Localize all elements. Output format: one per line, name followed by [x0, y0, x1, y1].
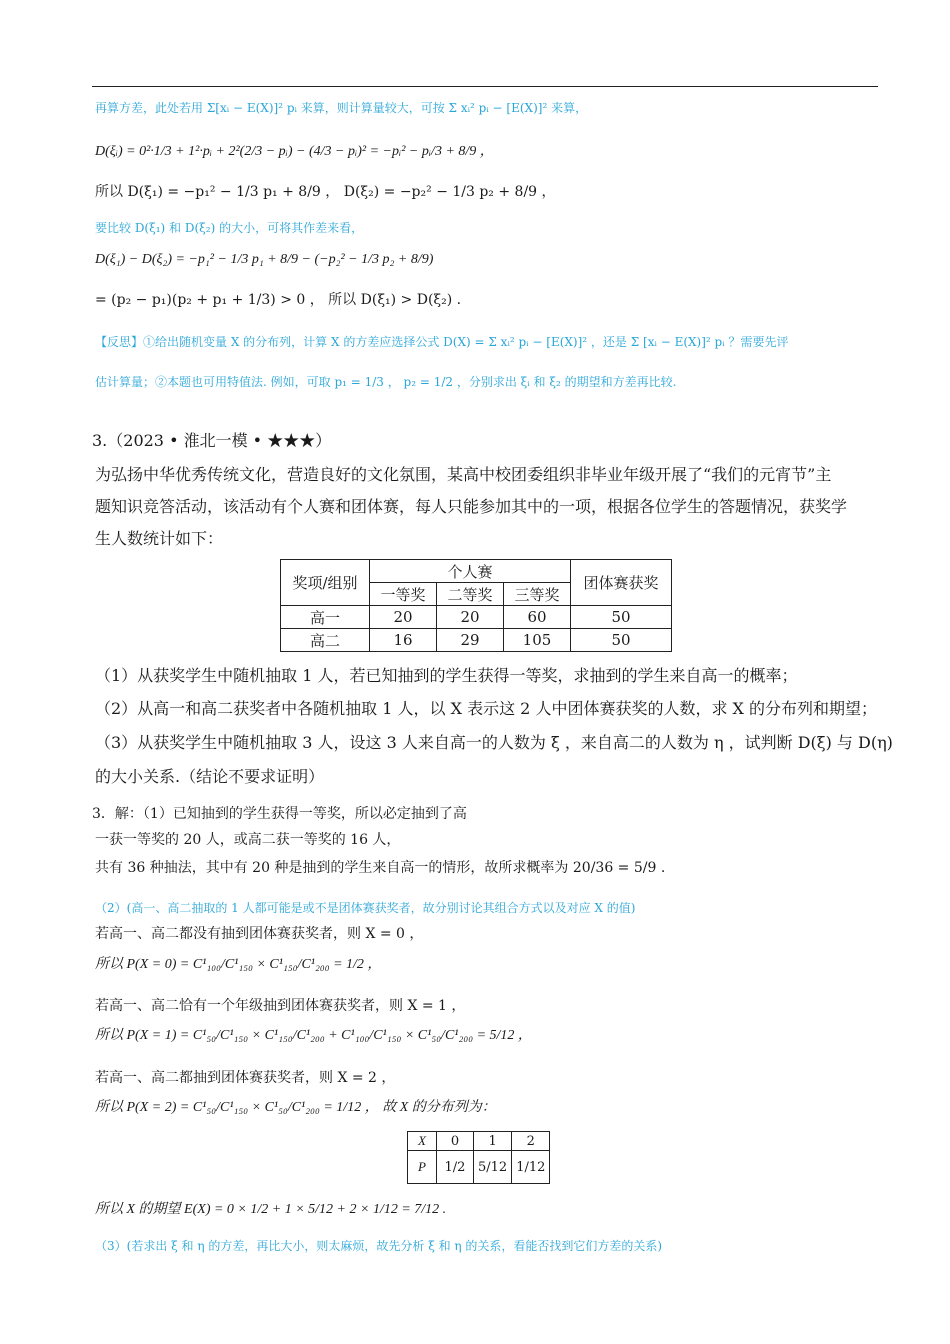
table-row — [281, 606, 672, 629]
solution-line-12 — [95, 1236, 662, 1256]
dist-p-label: P — [408, 1151, 437, 1184]
table-corner: 奖项/组别 — [281, 560, 370, 606]
solution-part3-note: （3）(若求出 ξ 和 η 的方差，再比大小，则太麻烦，故先分析 ξ 和 η 的关系，看能否找到它们方差的关系) — [95, 1239, 663, 1253]
solution-line-10: 所以 P(X = 2) = C¹₅₀/C¹₁₅₀ × C¹₅₀/C¹₂₀₀ = 1/12 ， 故 X 的分布列为： — [95, 1100, 496, 1115]
dist-x-value: 2 — [512, 1132, 550, 1151]
solution-line-8: 所以 P(X = 1) = C¹₅₀/C¹₁₅₀ × C¹₁₅₀/C¹₂₀₀ + C¹₁₀₀/C¹₁₅₀ × C¹₅₀/C¹₂₀₀ = 5/12 ， — [95, 1028, 532, 1043]
dist-x-value: 0 — [437, 1132, 474, 1151]
question-title: 3.（2023 • 淮北一模 • ★★★） — [92, 431, 332, 450]
table-cell: 16 — [370, 629, 437, 652]
reflection-line-2: 估计算量；②本题也可用特值法. 例如，可取 p₁ = 1/3 ， p₂ = 1/2 ，分别求出 ξᵢ 和 ξ₂ 的期望和方差再比较. — [95, 375, 677, 389]
dist-p-value: 1/12 — [512, 1151, 550, 1184]
question-stem-line-1: 为弘扬中华优秀传统文化，营造良好的文化氛围，某高中校团委组织非毕业年级开展了“我们的元宵节”主 — [95, 465, 832, 484]
team-header: 团体赛获奖 — [571, 560, 672, 606]
solution-line-4 — [95, 898, 635, 918]
prev-compare-note: 要比较 D(ξ₁) 和 D(ξ₂) 的大小，可将其作差来看， — [95, 221, 364, 235]
header-rule — [92, 86, 878, 87]
reflection-line-1: 【反思】①给出随机变量 X 的分布列，计算 X 的方差应选择公式 D(X) = Σ xᵢ² pᵢ − [E(X)]² ，还是 Σ [xᵢ − E(X)]² pᵢ ？需要先评 — [95, 335, 789, 349]
solution-line-1: 3．解：（1）已知抽到的学生获得一等奖，所以必定抽到了高 — [92, 806, 467, 822]
table-cell: 20 — [370, 606, 437, 629]
table-cell: 50 — [571, 606, 672, 629]
table-row — [281, 629, 672, 652]
part-3-line-2: 的大小关系.（结论不要求证明） — [95, 767, 325, 786]
first-prize-header: 一等奖 — [370, 583, 437, 606]
solution-line-7: 若高一、高二恰有一个年级抽到团体赛获奖者，则 X = 1 ， — [95, 998, 466, 1014]
awards-table — [280, 559, 672, 652]
part-2: （2）从高一和高二获奖者中各随机抽取 1 人，以 X 表示这 2 人中团体赛获奖的人数，求 X 的分布列和期望； — [95, 699, 878, 718]
row-label: 高二 — [281, 629, 370, 652]
table-cell: 20 — [437, 606, 504, 629]
prev-conclusion: = (p₂ − p₁)(p₂ + p₁ + 1/3) > 0 ， 所以 D(ξ₁) > D(ξ₂) . — [95, 292, 462, 308]
row-label: 高一 — [281, 606, 370, 629]
solution-line-6: 所以 P(X = 0) = C¹₁₀₀/C¹₁₅₀ × C¹₁₅₀/C¹₂₀₀ = 1/2 ， — [95, 957, 382, 972]
dist-x-label: X — [408, 1132, 437, 1151]
table-cell: 29 — [437, 629, 504, 652]
distribution-table — [407, 1131, 550, 1184]
prev-difference: D(ξ₁) − D(ξ₂) = −p₁² − 1/3 p₁ + 8/9 − (−p₂² − 1/3 p₂ + 8/9) — [95, 252, 434, 267]
solution-line-11: 所以 X 的期望 E(X) = 0 × 1/2 + 1 × 5/12 + 2 × 1/12 = 7/12 . — [95, 1202, 447, 1217]
prev-variance-values: 所以 D(ξ₁) = −p₁² − 1/3 p₁ + 8/9 ， D(ξ₂) = −p₂² − 1/3 p₂ + 8/9 ， — [95, 184, 556, 200]
question-stem-line-3: 生人数统计如下： — [95, 529, 224, 548]
solution-line-9: 若高一、高二都抽到团体赛获奖者，则 X = 2 ， — [95, 1070, 396, 1086]
individual-header: 个人赛 — [370, 560, 571, 583]
dist-p-value: 1/2 — [437, 1151, 474, 1184]
second-prize-header: 二等奖 — [437, 583, 504, 606]
question-stem-line-2: 题知识竞答活动，该活动有个人赛和团体赛，每人只能参加其中的一项，根据各位学生的答题情况，获奖学 — [95, 497, 848, 516]
third-prize-header: 三等奖 — [504, 583, 571, 606]
table-cell: 105 — [504, 629, 571, 652]
part-3-line-1: （3）从获奖学生中随机抽取 3 人，设这 3 人来自高一的人数为 ξ ，来自高二的人数为 η ，试判断 D(ξ) 与 D(η) — [95, 733, 893, 752]
solution-line-3: 共有 36 种抽法，其中有 20 种是抽到的学生来自高一的情形，故所求概率为 20/36 = 5/9 . — [95, 860, 666, 876]
dist-p-value: 5/12 — [474, 1151, 512, 1184]
table-cell: 60 — [504, 606, 571, 629]
dist-x-value: 1 — [474, 1132, 512, 1151]
table-cell: 50 — [571, 629, 672, 652]
solution-line-2: 一获一等奖的 20 人，或高二获一等奖的 16 人， — [95, 832, 401, 848]
prev-note-line: 再算方差，此处若用 Σ[xᵢ − E(X)]² pᵢ 来算，则计算量较大，可按 Σ xᵢ² pᵢ − [E(X)]² 来算， — [95, 101, 588, 115]
part-1: （1）从获奖学生中随机抽取 1 人，若已知抽到的学生获得一等奖，求抽到的学生来自高一的概率； — [95, 666, 798, 685]
solution-line-5: 若高一、高二都没有抽到团体赛获奖者，则 X = 0 ， — [95, 926, 424, 942]
solution-part2-note: （2）(高一、高二抽取的 1 人都可能是或不是团体赛获奖者，故分别讨论其组合方式以及对应 X 的值) — [95, 901, 636, 915]
prev-variance-formula: D(ξᵢ) = 0²·1/3 + 1²·pᵢ + 2²(2/3 − pᵢ) − (4/3 − pᵢ)² = −pᵢ² − pᵢ/3 + 8/9 ， — [95, 144, 494, 159]
